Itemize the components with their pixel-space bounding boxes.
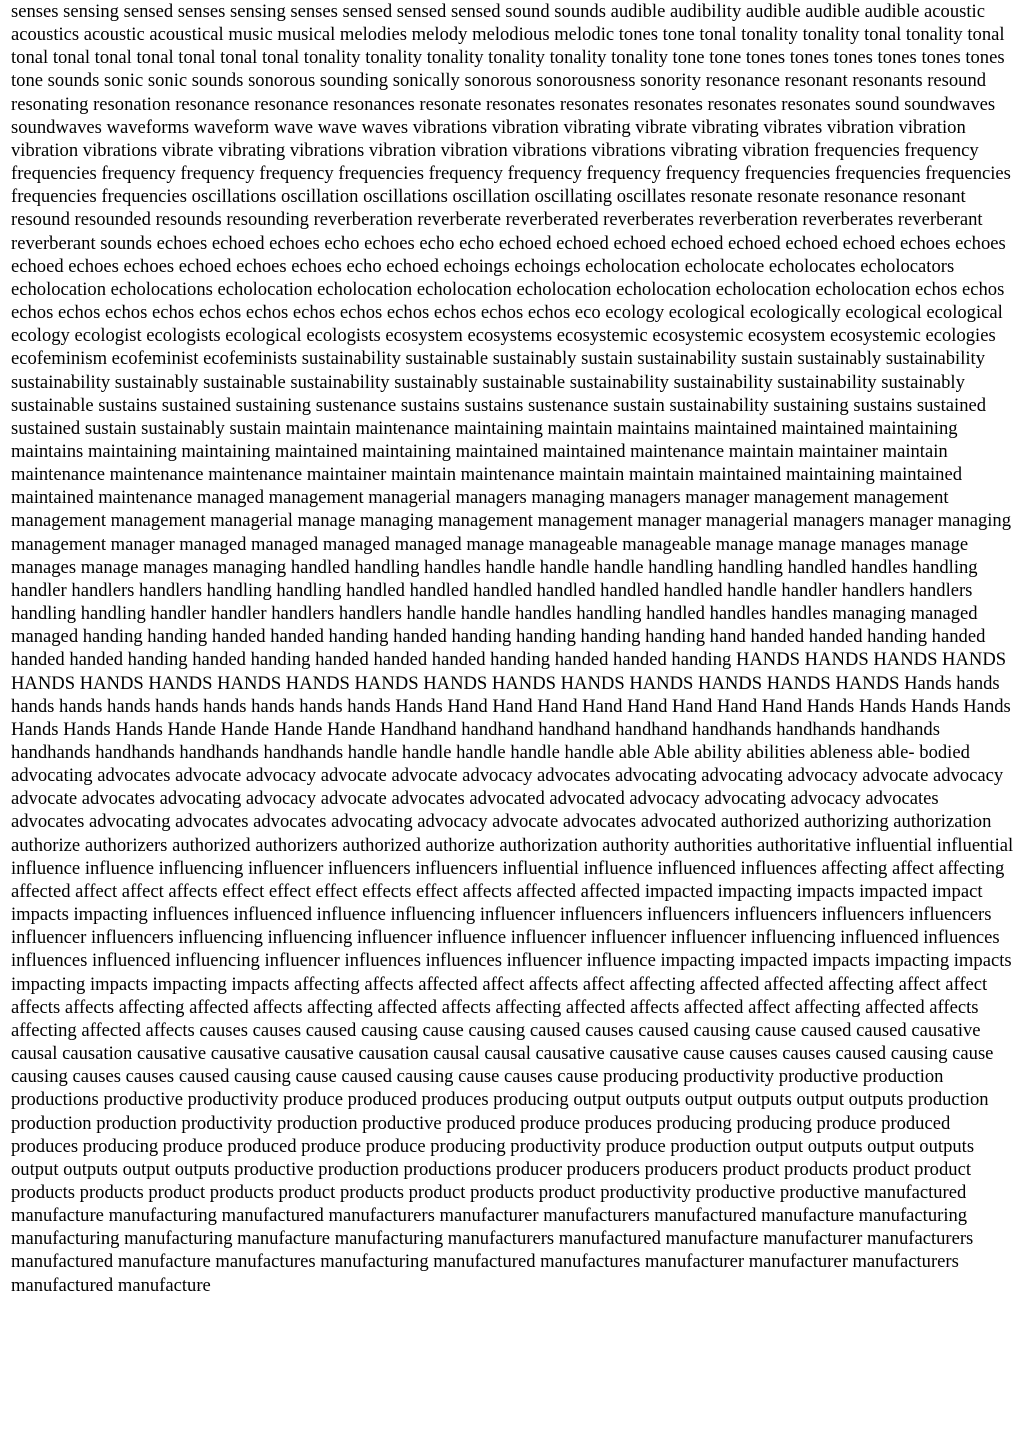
text-line: sustainability sustainability sustainably sustainable sustains sustained sustaining sustenance sustains sustains sustenance xyxy=(11,371,965,416)
text-line: handing hand handed handed handing handed handed handed handing handed handing handed handed handed handing xyxy=(11,626,986,671)
text-line: productive productivity produce produced produces producing output outputs output outputs output outputs production xyxy=(103,1089,989,1111)
text-line: affecting affected affected affecting affect affect affects affects affecting affected affects affecting affected xyxy=(11,973,988,1018)
text-line: causative causation causal causal causative causative cause causes causes caused causing cause causing causes causes xyxy=(11,1043,994,1088)
text-line: HANDS HANDS HANDS HANDS HANDS HANDS HANDS Hands hands hands hands hands hands hands hands xyxy=(11,672,1000,717)
text-line: advocating advocacy advocates advocates advocating advocates advocates advocating advocacy advocate advocates xyxy=(11,788,939,833)
text-line: vibration vibrations vibrate vibrating vibrations vibration vibration vibrations vibrations vibrating vibration frequencies xyxy=(11,139,900,161)
text-line: managed management managerial managers managing managers manager management management management xyxy=(11,487,949,532)
text-line: product products product product products products product products product products product products product xyxy=(11,1158,971,1203)
text-line: hands hands Hands Hand Hand Hand Hand Hand Hand Hand Hand Hands Hands Hands Hands Hands Hands Hands xyxy=(11,695,1011,740)
text-line: influences influenced influence influencing influencer influencers influencers influencers influencers influencers xyxy=(152,904,992,926)
text-line: manufacturers manufactured manufacture manufacturing manufacturing manufacturing manufacture manufacturing xyxy=(11,1205,968,1250)
text-line: reverberates reverberation reverberates reverberant reverberant sounds echoes echoed echoes echo echoes echo echo xyxy=(11,209,983,254)
text-line: handler handlers handlers handling handling handler handler handlers handlers handle handle handles handling handled xyxy=(11,579,973,625)
text-line: sustain sustainability sustaining sustains sustained sustained sustain sustainably sustain maintain maintenance xyxy=(11,394,987,439)
text-line: outputs output outputs output outputs output outputs productive production productions producer producers producers xyxy=(11,1135,975,1180)
text-line: echos echos echos echos echos echos echos echos eco ecology ecological ecologically ecological ecological ecology xyxy=(11,302,1003,347)
text-line: ecologist ecologists ecological ecologists ecosystem ecosystems ecosystemic ecosystemic ecosystem ecosystemic xyxy=(74,325,921,347)
text-line: causing cause causing caused causes caused causing cause caused caused causative causal causation causative causative xyxy=(11,1019,981,1065)
text-line: sonically sonorous sonorousness sonority resonance resonant resonants resound resonating resonation resonance xyxy=(11,70,987,115)
text-line: maintaining maintained maintained maintenance maintain maintainer maintain maintenance maintenance maintenance xyxy=(11,440,948,486)
text-line: echolocation echolocation echolocation echolocation echolocation echolocation echos echos echos echos echos echos xyxy=(11,278,1005,324)
text-line: frequency frequencies frequency frequency frequency frequencies frequency frequency frequency frequency frequencies xyxy=(11,139,979,185)
text-line: handed handed handing HANDS HANDS HANDS HANDS HANDS HANDS HANDS HANDS HANDS HANDS xyxy=(11,649,1007,694)
text-line: tonality tonality tonal tonality tonal tonal tonal tonal tonal tonal tonal tonal tonality tonality tonality tonality xyxy=(11,24,1005,69)
text-line: senses sensing sensed senses sensing senses sensed sensed sensed sound sounds audible audibility audible audible xyxy=(11,1,860,22)
text-line: effect effect effect effects effect affects affected affected impacted impacting impacts impacted impact impacts impacting xyxy=(11,880,983,926)
text-line: advocate advocacy advocate advocates advocating advocacy advocate advocates advocated advocated advocacy xyxy=(11,765,1004,810)
text-line: waveforms waveform wave wave waves vibrations vibration vibrating vibrate vibrating vibrates vibration vibration xyxy=(106,116,966,138)
text-line: tonality tonality tone tone tones tones tones tones tones tones tone sounds sonic sonic sounds sonorous sounding xyxy=(11,47,1005,92)
text-line: Hande Hande Hande Hande Handhand handhand handhand handhand handhands handhands handhands handhands xyxy=(11,718,940,763)
text-line: influencers influencers influential influence influenced influences affecting affect affecting affected affect affect affects xyxy=(11,857,1005,902)
text-line: handles handles managing managed managed handing handing handed handed handing handed handing handing handing xyxy=(11,603,978,648)
text-line: echoed echoings echoings echolocation echolocate echolocates echolocators echolocation echolocations echolocation xyxy=(11,255,955,300)
text-line: resonance resonances resonate resonates resonates resonates resonates resonates sound soundwaves soundwaves xyxy=(11,93,996,138)
text-line: ecologies ecofeminism ecofeminist ecofeminists sustainability sustainable sustainably sustain sustainability sustain xyxy=(11,325,996,370)
text-line: impacted impacts impacting impacts impacting impacts impacting impacts affecting affects affected affect affects affect xyxy=(11,950,1012,995)
text-line: sustainably sustainability sustainability sustainably sustainable sustainability sustainably sustainable sustainability xyxy=(11,348,985,393)
text-line: production production productivity production productive produced produce produces producing producing produce xyxy=(11,1112,877,1134)
text-line: manufacturing manufactured manufactures manufacturer manufacturer manufacturers manufactured manufacture xyxy=(11,1251,959,1296)
text-line: influenced influences influences influenced influencing influencer influences influences influencer influence impacting xyxy=(11,927,1000,972)
text-line: maintainer maintain maintenance maintain maintain maintained maintaining maintained maintained maintenance xyxy=(11,464,963,509)
text-line: produced produces producing produce produced produce produce producing productivity produce production output xyxy=(11,1112,951,1157)
text-line: bodied advocating advocates advocate advocacy advocate advocate advocacy advocates advocating advocating advocacy xyxy=(11,742,970,787)
text-line: management manager managed managed managed managed manage manageable manageable manage manage manages xyxy=(11,533,906,555)
text-line: caused causing cause caused causing cause causes cause producing productivity productive production productions xyxy=(11,1066,944,1111)
text-line: manage manages manage manages managing handled handling handles handle handle handle handling handling handled xyxy=(11,533,969,578)
text-line: productivity productive productive manufactured manufacture manufacturing manufactured manufacturers manufacturer xyxy=(11,1181,967,1227)
text-line: echoed echoed echoed echoed echoed echoed echoed echoes echoes echoed echoes echoes echoed echoes echoes echo xyxy=(11,232,1006,277)
text-line: maintaining maintain maintains maintained maintained maintaining maintains maintaining maintaining maintained xyxy=(11,417,958,462)
text-line: handles handling handler handlers handlers handling handling handled handled handled handled handled handled handle xyxy=(11,556,978,601)
text-line: frequencies frequencies frequencies frequencies oscillations oscillation oscillations oscillation oscillating oscillates xyxy=(11,163,1011,208)
text-line: affects affecting affected affects affected affect affecting affected affects affecting affected affects causes causes caused xyxy=(11,996,979,1041)
text-line: handhands handhands handhands handle handle handle handle handle able Able ability abilities ableness able- xyxy=(95,742,915,763)
text-line: audible acoustic acoustics acoustic acoustical music musical melodies melody melodious melodic tones tone tonal xyxy=(11,1,985,46)
text-line: authorization authority authorities authoritative influential influential influence influence influencing influencer xyxy=(11,834,1014,879)
body-paragraph xyxy=(11,0,1016,1297)
text-line: influencer influencers influencing influencing influencer influence influencer influencer influencer influencing xyxy=(11,927,836,949)
text-line: management managerial manage managing management management manager managerial managers manager managing xyxy=(110,510,1012,532)
text-line: resonate resonate resonance resonant resound resounded resounds resounding reverberation reverberate reverberated xyxy=(11,186,966,231)
text-line: manufacturers manufactured manufacture manufacturer manufacturers manufactured manufacture manufactures xyxy=(11,1228,974,1273)
text-line: advocated authorized authorizing authorization authorize authorizers authorized authorizers authorized authorize xyxy=(11,811,992,856)
